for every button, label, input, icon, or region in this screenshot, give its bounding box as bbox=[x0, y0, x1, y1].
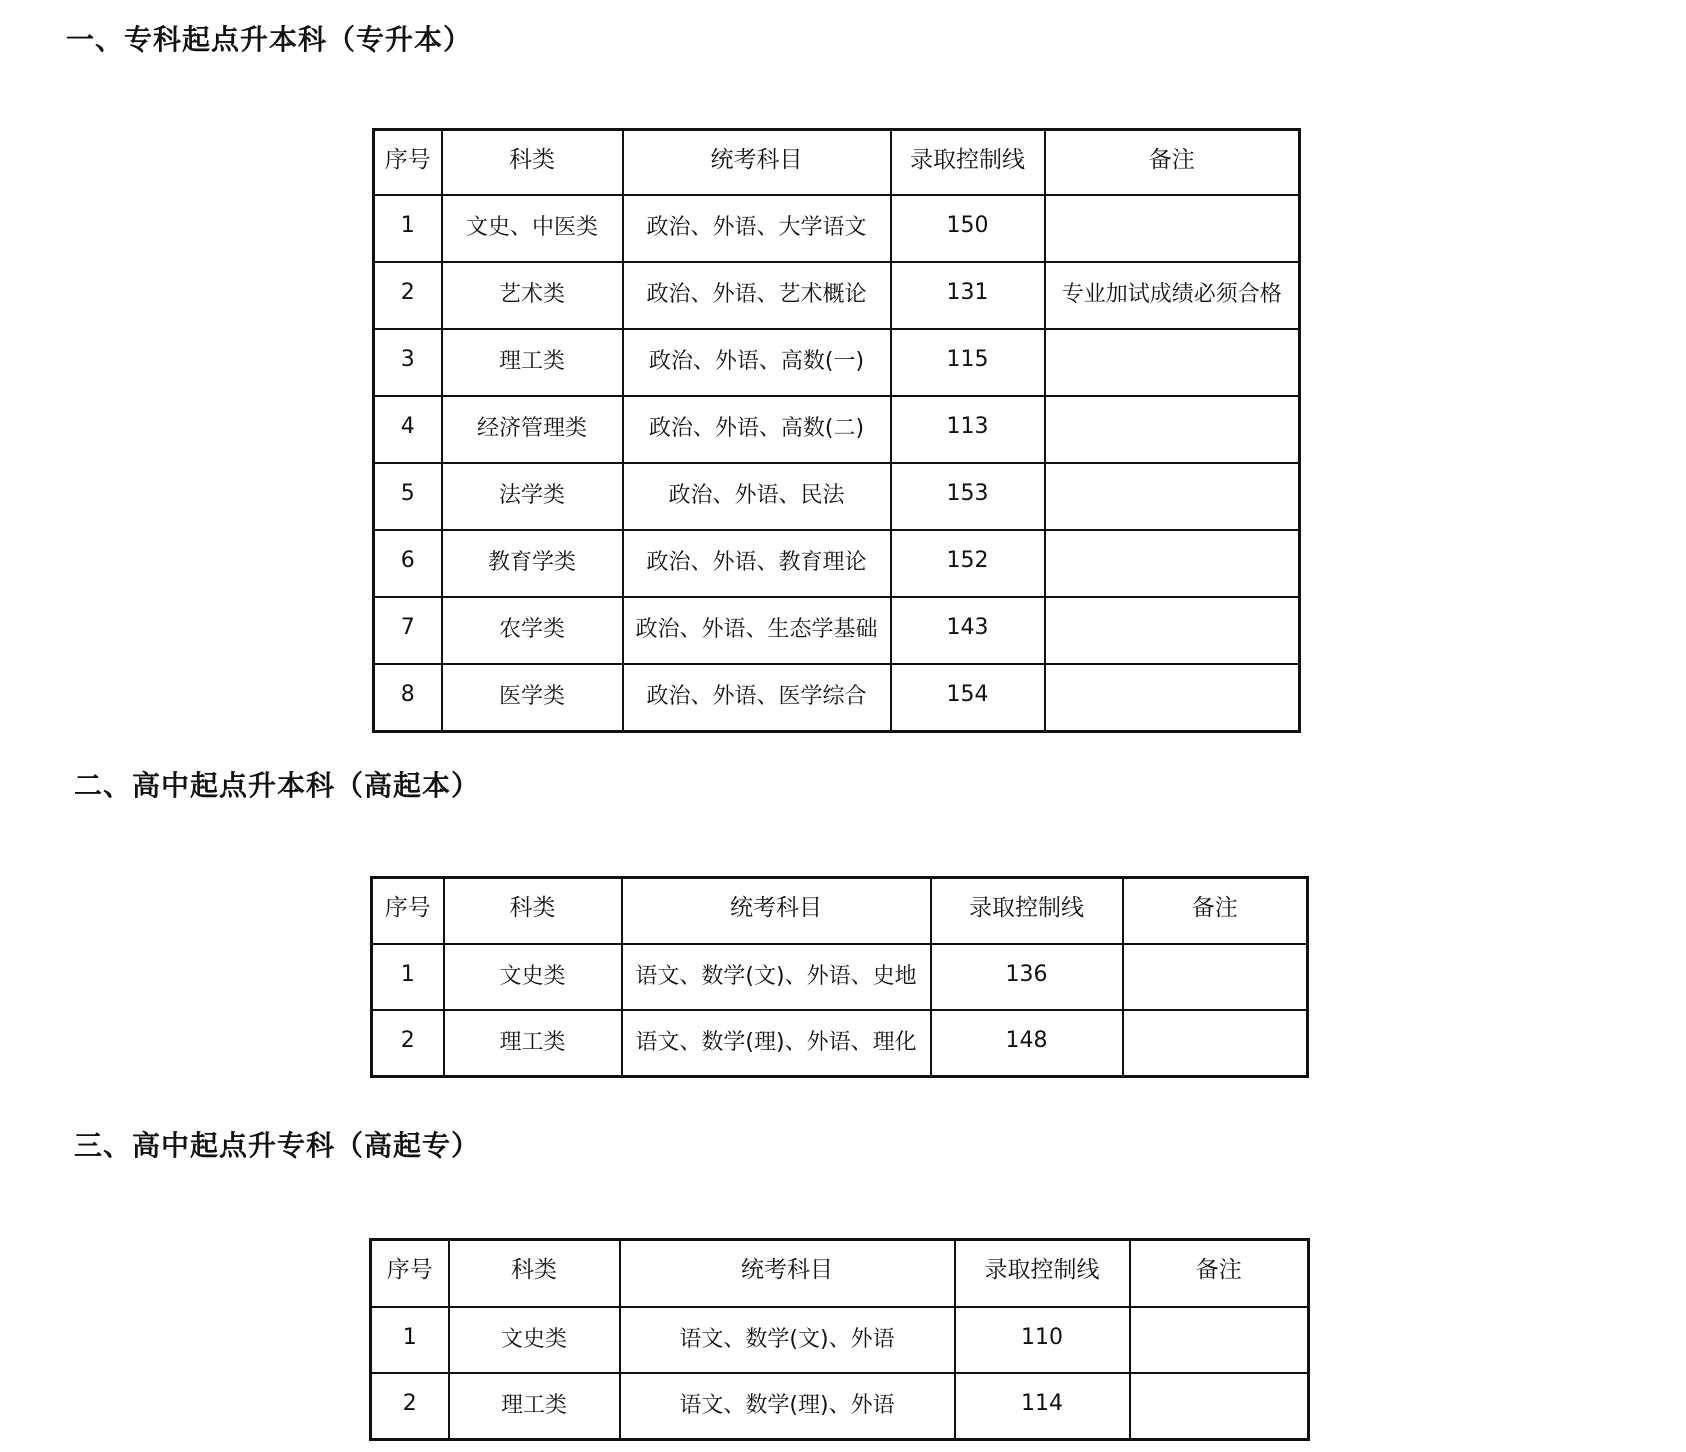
cell-no: 6 bbox=[374, 530, 442, 597]
cell-no: 2 bbox=[372, 1010, 444, 1077]
table-header-row bbox=[374, 130, 1300, 196]
cell-category: 农学类 bbox=[442, 597, 623, 664]
table-row bbox=[374, 597, 1300, 664]
cell-subjects: 语文、数学(文)、外语 bbox=[620, 1307, 955, 1373]
cell-score: 148 bbox=[931, 1010, 1123, 1077]
table-row bbox=[371, 1373, 1309, 1440]
table-row bbox=[374, 396, 1300, 463]
cell-no: 2 bbox=[371, 1373, 449, 1440]
cell-no: 2 bbox=[374, 262, 442, 329]
cell-note: 专业加试成绩必须合格 bbox=[1045, 262, 1300, 329]
cell-score: 131 bbox=[891, 262, 1045, 329]
header-category: 科类 bbox=[442, 130, 623, 196]
cell-category: 理工类 bbox=[449, 1373, 620, 1440]
cell-subjects: 政治、外语、高数(二) bbox=[623, 396, 891, 463]
cell-score: 152 bbox=[891, 530, 1045, 597]
table-gaoqizhuan bbox=[369, 1238, 1310, 1441]
cell-score: 153 bbox=[891, 463, 1045, 530]
header-no: 序号 bbox=[371, 1240, 449, 1308]
cell-subjects: 语文、数学(理)、外语 bbox=[620, 1373, 955, 1440]
cell-note bbox=[1045, 195, 1300, 262]
cell-score: 115 bbox=[891, 329, 1045, 396]
table-row bbox=[374, 262, 1300, 329]
cell-category: 文史类 bbox=[449, 1307, 620, 1373]
table-row bbox=[372, 1010, 1308, 1077]
cell-category: 法学类 bbox=[442, 463, 623, 530]
header-score: 录取控制线 bbox=[955, 1240, 1130, 1308]
cell-subjects: 政治、外语、高数(一) bbox=[623, 329, 891, 396]
header-subjects: 统考科目 bbox=[620, 1240, 955, 1308]
cell-score: 154 bbox=[891, 664, 1045, 732]
cell-subjects: 政治、外语、大学语文 bbox=[623, 195, 891, 262]
cell-note bbox=[1045, 329, 1300, 396]
cell-score: 114 bbox=[955, 1373, 1130, 1440]
section-title-3: 三、高中起点升专科（高起专） bbox=[74, 1129, 481, 1162]
cell-subjects: 政治、外语、生态学基础 bbox=[623, 597, 891, 664]
cell-no: 3 bbox=[374, 329, 442, 396]
cell-category: 理工类 bbox=[442, 329, 623, 396]
table-row bbox=[374, 530, 1300, 597]
cell-note bbox=[1123, 1010, 1308, 1077]
table-row bbox=[374, 329, 1300, 396]
cell-subjects: 语文、数学(文)、外语、史地 bbox=[622, 944, 931, 1010]
cell-subjects: 政治、外语、艺术概论 bbox=[623, 262, 891, 329]
table-row bbox=[372, 944, 1308, 1010]
header-score: 录取控制线 bbox=[891, 130, 1045, 196]
table-header-row bbox=[371, 1240, 1309, 1308]
cell-subjects: 语文、数学(理)、外语、理化 bbox=[622, 1010, 931, 1077]
table-row bbox=[374, 195, 1300, 262]
cell-category: 文史类 bbox=[444, 944, 622, 1010]
cell-note bbox=[1045, 597, 1300, 664]
cell-category: 经济管理类 bbox=[442, 396, 623, 463]
cell-subjects: 政治、外语、医学综合 bbox=[623, 664, 891, 732]
header-category: 科类 bbox=[444, 878, 622, 945]
cell-category: 医学类 bbox=[442, 664, 623, 732]
cell-note bbox=[1123, 944, 1308, 1010]
cell-subjects: 政治、外语、民法 bbox=[623, 463, 891, 530]
cell-score: 150 bbox=[891, 195, 1045, 262]
header-note: 备注 bbox=[1045, 130, 1300, 196]
cell-note bbox=[1130, 1307, 1309, 1373]
cell-score: 110 bbox=[955, 1307, 1130, 1373]
header-subjects: 统考科目 bbox=[623, 130, 891, 196]
cell-score: 143 bbox=[891, 597, 1045, 664]
cell-category: 艺术类 bbox=[442, 262, 623, 329]
header-score: 录取控制线 bbox=[931, 878, 1123, 945]
cell-no: 1 bbox=[372, 944, 444, 1010]
cell-no: 1 bbox=[374, 195, 442, 262]
cell-score: 136 bbox=[931, 944, 1123, 1010]
table-header-row bbox=[372, 878, 1308, 945]
header-no: 序号 bbox=[372, 878, 444, 945]
cell-no: 1 bbox=[371, 1307, 449, 1373]
cell-no: 7 bbox=[374, 597, 442, 664]
header-note: 备注 bbox=[1123, 878, 1308, 945]
cell-no: 8 bbox=[374, 664, 442, 732]
cell-note bbox=[1045, 664, 1300, 732]
header-note: 备注 bbox=[1130, 1240, 1309, 1308]
cell-category: 理工类 bbox=[444, 1010, 622, 1077]
cell-note bbox=[1045, 530, 1300, 597]
section-title-2: 二、高中起点升本科（高起本） bbox=[74, 769, 481, 802]
cell-note bbox=[1045, 463, 1300, 530]
cell-note bbox=[1130, 1373, 1309, 1440]
cell-subjects: 政治、外语、教育理论 bbox=[623, 530, 891, 597]
table-row bbox=[374, 463, 1300, 530]
header-subjects: 统考科目 bbox=[622, 878, 931, 945]
table-row bbox=[374, 664, 1300, 732]
header-category: 科类 bbox=[449, 1240, 620, 1308]
cell-no: 5 bbox=[374, 463, 442, 530]
cell-category: 教育学类 bbox=[442, 530, 623, 597]
cell-no: 4 bbox=[374, 396, 442, 463]
cell-score: 113 bbox=[891, 396, 1045, 463]
cell-category: 文史、中医类 bbox=[442, 195, 623, 262]
cell-note bbox=[1045, 396, 1300, 463]
header-no: 序号 bbox=[374, 130, 442, 196]
table-gaoqiben bbox=[370, 876, 1309, 1078]
table-zhuanshengben bbox=[372, 128, 1301, 733]
table-row bbox=[371, 1307, 1309, 1373]
section-title-1: 一、专科起点升本科（专升本） bbox=[66, 23, 473, 56]
